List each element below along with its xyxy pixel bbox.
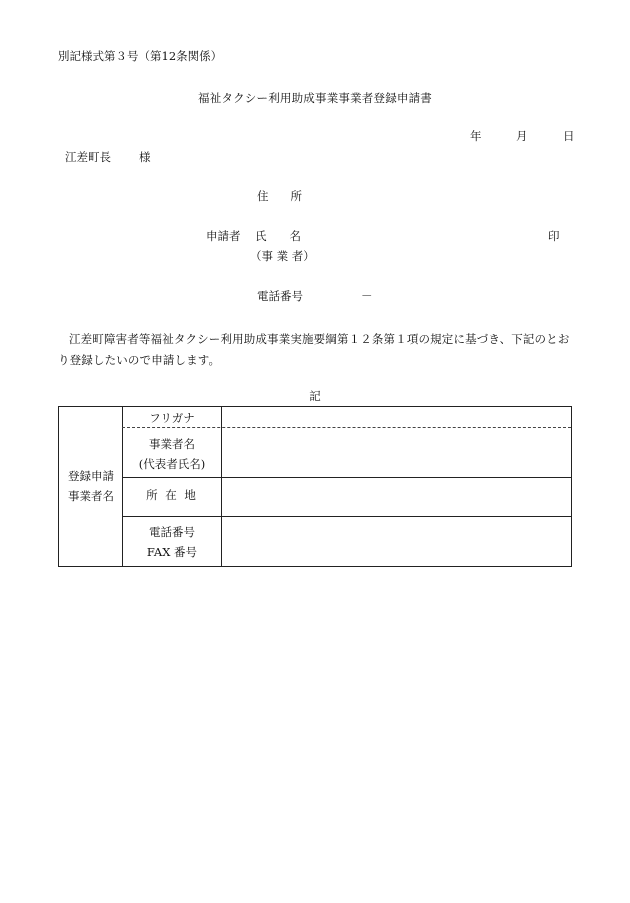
location-value-cell[interactable] xyxy=(222,478,571,516)
address-label xyxy=(257,191,302,203)
addressee-name: 江差町長 xyxy=(65,150,111,164)
date-year-label: 年 xyxy=(470,129,482,143)
business-note: （事 業 者） xyxy=(250,249,315,263)
document-title: 福祉タクシー利用助成事業事業者登録申請書 xyxy=(198,91,432,105)
address-label-first: 住 xyxy=(257,189,269,203)
furigana-value-cell[interactable] xyxy=(222,407,571,427)
fax-label-line2: FAX 番号 xyxy=(146,545,198,559)
group-label-line2: 事業者名 xyxy=(68,489,114,503)
date-month-label: 月 xyxy=(516,129,528,143)
name-label: 氏 名 xyxy=(255,229,301,243)
group-label-line1: 登録申請 xyxy=(68,469,114,483)
application-body-text: 江差町障害者等福祉タクシー利用助成事業実施要綱第１２条第１項の規定に基づき、下記のとおり登録したいので申請します。 xyxy=(58,332,570,367)
addressee-suffix: 様 xyxy=(139,150,151,164)
phone-fax-value-cell[interactable] xyxy=(222,517,571,567)
seal-mark: 印 xyxy=(548,229,560,243)
applicant-label: 申請者 xyxy=(206,229,241,243)
furigana-label: フリガナ xyxy=(149,411,195,425)
business-name-label-line2: (代表者氏名) xyxy=(138,457,206,471)
registration-table xyxy=(58,406,572,567)
business-name-label-line1: 事業者名 xyxy=(149,437,195,451)
ki-mark: 記 xyxy=(309,389,321,403)
location-label: 所 在 地 xyxy=(146,488,198,502)
group-label xyxy=(59,466,123,506)
date-day-label: 日 xyxy=(563,129,575,143)
form-number: 別記様式第３号（第12条関係） xyxy=(58,49,223,63)
business-name-value-cell[interactable] xyxy=(222,428,571,477)
phone-label-line1: 電話番号 xyxy=(149,525,195,539)
address-label-second: 所 xyxy=(290,189,302,203)
phone-fax-label xyxy=(123,522,221,562)
phone-separator: － xyxy=(361,289,373,303)
business-name-label xyxy=(123,434,221,474)
phone-label: 電話番号 xyxy=(257,289,303,303)
